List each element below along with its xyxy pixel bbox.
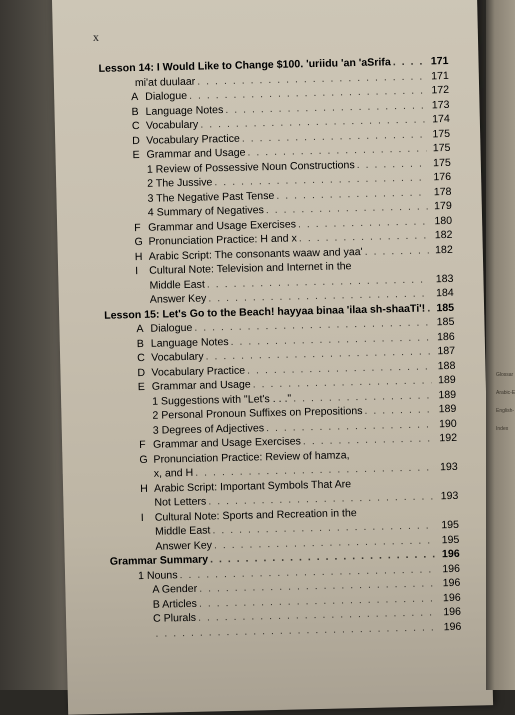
toc-entry-title: Language Notes	[151, 335, 229, 349]
toc-entry-letter: A	[131, 90, 145, 105]
toc-entry-page: 189	[434, 402, 456, 417]
toc-entry-title: Grammar and Usage Exercises	[153, 435, 301, 450]
toc-entry-title: Dialogue	[145, 90, 187, 103]
toc-entry-text	[137, 350, 204, 366]
toc-entry-title: Pronunciation Practice: H and x	[148, 232, 297, 247]
toc-entry-letter: B	[131, 104, 145, 119]
toc-entry-title: Grammar and Usage	[146, 147, 245, 161]
toc-entry-letter: H	[140, 481, 154, 496]
leader-dots	[353, 485, 434, 487]
toc-entry-page: 172	[427, 83, 449, 98]
toc-entry-page: 171	[427, 68, 449, 83]
toc-entry-text	[154, 495, 206, 511]
toc-entry-title: Middle East	[155, 524, 211, 537]
toc-entry-page: 182	[430, 228, 452, 243]
toc-entry-title: Vocabulary Practice	[151, 364, 245, 378]
toc-entry-page: 184	[432, 286, 454, 301]
toc-entry-title: Middle East	[149, 278, 205, 291]
toc-entry-title: Grammar and Usage Exercises	[148, 218, 296, 233]
toc-entry-title: A Gender	[152, 583, 197, 596]
leader-dots	[354, 267, 430, 269]
toc-entry-page: 196	[438, 547, 460, 562]
toc-entry-page: 187	[433, 344, 455, 359]
toc-entry-letter: A	[136, 322, 150, 337]
toc-entry-title: Answer Key	[155, 539, 212, 552]
toc-entry-title: 3 The Negative Past Tense	[147, 189, 274, 204]
toc-entry-title: Lesson 15: Let's Go to the Beach! hayyaa binaa 'ilaa sh-shaaTi'!	[104, 302, 425, 321]
toc-entry-page: 180	[430, 213, 452, 228]
toc-entry-page: 178	[429, 184, 451, 199]
toc-entry-page: 185	[432, 315, 454, 330]
toc-entry-text	[132, 118, 199, 134]
toc-entry-title: Cultural Note: Sports and Recreation in the	[155, 507, 357, 524]
page-number: x	[93, 30, 99, 45]
toc-entry-letter: I	[135, 264, 149, 279]
toc-entry-letter: D	[137, 365, 151, 380]
facing-page-edge	[486, 0, 515, 690]
toc-entry-title: 2 The Jussive	[147, 176, 212, 189]
toc-entry-page: 179	[430, 199, 452, 214]
toc-entry-text	[149, 277, 205, 293]
toc-entry-title: 1 Nouns	[138, 569, 178, 582]
leader-dots	[393, 54, 425, 69]
toc-entry-page: 174	[428, 112, 450, 127]
toc-entry-title: Vocabulary Practice	[146, 132, 240, 146]
toc-entry-page: 190	[435, 416, 457, 431]
toc-entry-page: 175	[428, 141, 450, 156]
toc-entry-page: 196	[438, 561, 460, 576]
toc-entry-page: 175	[428, 126, 450, 141]
toc-entry-letter: C	[137, 351, 151, 366]
fragment-2: English-	[496, 408, 514, 414]
toc-entry-title: Not Letters	[154, 496, 206, 509]
toc-entry-title: Lesson 14: I Would Like to Change $100. 'uriidu 'an 'aSrifa	[98, 56, 390, 75]
toc-entry-title: 2 Personal Pronoun Suffixes on Prepositions	[152, 405, 362, 422]
toc-entry-text	[152, 582, 197, 598]
fragment-3: Index	[496, 426, 508, 432]
toc-entry-page: 173	[427, 97, 449, 112]
toc-entry-letter: E	[138, 380, 152, 395]
toc-entry-letter: I	[141, 510, 155, 525]
toc-entry-letter: H	[135, 249, 149, 264]
toc-entry-page: 195	[437, 532, 459, 547]
toc-entry-page: 196	[439, 605, 461, 620]
toc-entry-page: 171	[426, 54, 448, 69]
toc-entry-letter: F	[134, 220, 148, 235]
fragment-0: Glossar	[496, 372, 513, 378]
toc-entry-page: 193	[436, 489, 458, 504]
toc-entry-page: 196	[439, 590, 461, 605]
fragment-1: Arabic-E	[496, 390, 515, 396]
leader-dots	[427, 301, 430, 316]
toc-entry-page: 176	[429, 170, 451, 185]
leader-dots	[359, 514, 435, 516]
table-of-contents	[98, 54, 461, 642]
toc-entry-title: C Plurals	[153, 612, 196, 625]
toc-entry-title: Vocabulary	[146, 119, 199, 132]
toc-entry-page: 196	[439, 619, 461, 634]
leader-dots	[352, 456, 434, 458]
toc-entry-text	[153, 611, 196, 626]
toc-entry-letter: G	[134, 235, 148, 250]
toc-entry-page: 196	[438, 576, 460, 591]
toc-entry-page: 175	[429, 155, 451, 170]
toc-entry-text	[136, 321, 192, 337]
toc-entry-page: 192	[435, 431, 457, 446]
toc-entry-title: 3 Degrees of Adjectives	[153, 422, 265, 437]
toc-entry-page: 193	[436, 460, 458, 475]
leader-dots	[303, 431, 434, 448]
leader-dots	[357, 156, 427, 172]
toc-entry-title: Pronunciation Practice: Review of hamza,	[153, 449, 349, 465]
toc-entry-title: Language Notes	[145, 104, 223, 118]
toc-entry-title: Cultural Note: Television and Internet in the	[149, 260, 352, 277]
toc-entry-letter: G	[139, 452, 153, 467]
toc-entry-page: 188	[433, 358, 455, 373]
toc-entry-letter: D	[132, 133, 146, 148]
toc-entry-text	[155, 523, 211, 539]
toc-entry-title: Vocabulary	[151, 351, 204, 364]
toc-entry-text	[155, 538, 212, 554]
toc-entry-page: 186	[433, 329, 455, 344]
toc-entry-text	[154, 466, 194, 481]
toc-entry-text	[147, 175, 212, 191]
toc-entry-letter: E	[132, 148, 146, 163]
toc-entry-title: x, and H	[154, 467, 194, 480]
toc-entry-text	[150, 291, 207, 307]
toc-entry-page: 183	[431, 271, 453, 286]
book-page	[52, 0, 493, 715]
toc-entry-title: B Articles	[153, 597, 197, 610]
toc-entry-title: Dialogue	[150, 322, 192, 335]
leader-dots	[364, 243, 428, 259]
toc-entry-page: 189	[434, 373, 456, 388]
toc-entry-title: Answer Key	[150, 292, 207, 305]
leader-dots	[364, 402, 432, 418]
toc-entry-letter: B	[137, 336, 151, 351]
toc-entry-letter: C	[132, 119, 146, 134]
toc-entry-title: Arabic Script: The consonants waaw and yaa'	[149, 245, 363, 262]
toc-entry-letter: F	[139, 438, 153, 453]
toc-entry-title: Grammar and Usage	[152, 379, 251, 393]
toc-entry-text	[135, 74, 196, 90]
toc-entry-title: Grammar Summary	[110, 554, 209, 568]
toc-entry-page: 195	[437, 518, 459, 533]
toc-entry-text	[138, 568, 178, 583]
toc-entry-text	[131, 89, 187, 105]
toc-entry-title: 4 Summary of Negatives	[148, 204, 264, 219]
toc-entry-page: 189	[434, 387, 456, 402]
toc-entry-title: 1 Review of Possessive Noun Constructions	[147, 159, 355, 176]
toc-entry-title: 1 Suggestions with "Let's . . ."	[152, 392, 291, 407]
toc-entry-title: Arabic Script: Important Symbols That Are	[154, 478, 351, 494]
toc-entry-title: mi'at duulaar	[135, 75, 196, 88]
toc-entry-page: 182	[431, 242, 453, 257]
toc-entry-text	[153, 596, 197, 611]
toc-entry-page: 185	[432, 300, 454, 315]
